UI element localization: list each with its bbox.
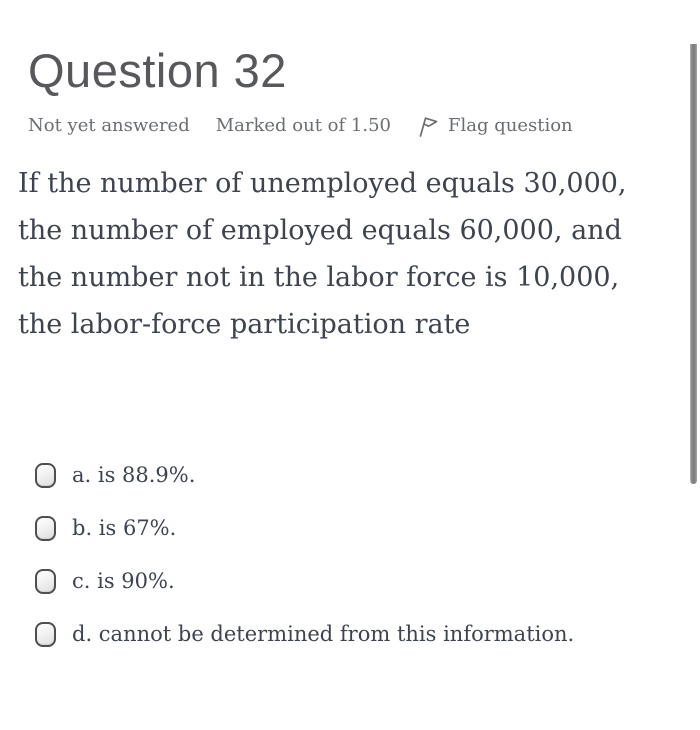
flag-icon [417,114,439,138]
answer-option-d[interactable] [35,619,666,649]
quiz-question-panel [0,44,700,649]
answer-option-label: a. is 88.9%. [72,463,196,487]
answer-option-label: d. cannot be determined from this information. [72,622,575,646]
scrollbar-track[interactable] [687,44,700,730]
scrollbar-thumb[interactable] [690,44,697,484]
answer-option-b[interactable] [35,513,666,543]
question-status-row [28,114,666,138]
question-number-heading: Question 32 [28,44,287,97]
question-text-line: the number not in the labor force is 10,000, [18,262,620,293]
question-text [18,160,666,348]
status-marked-out-of: Marked out of 1.50 [215,115,391,136]
question-text-line: the labor-force participation rate [18,309,471,340]
question-text-line: If the number of unemployed equals 30,000, [18,168,627,199]
answer-option-a[interactable] [35,460,666,490]
flag-question-link[interactable] [417,114,573,138]
question-text-line: the number of employed equals 60,000, and [18,215,622,246]
radio-button-b[interactable] [35,516,56,541]
answer-option-label: c. is 90%. [72,569,175,593]
answer-options-list [18,460,666,649]
radio-button-d[interactable] [35,622,56,647]
radio-button-a[interactable] [35,463,56,488]
answer-option-c[interactable] [35,566,666,596]
radio-button-c[interactable] [35,569,56,594]
answer-option-label: b. is 67%. [72,516,177,540]
flag-question-label: Flag question [447,115,573,136]
status-not-answered: Not yet answered [28,115,190,136]
